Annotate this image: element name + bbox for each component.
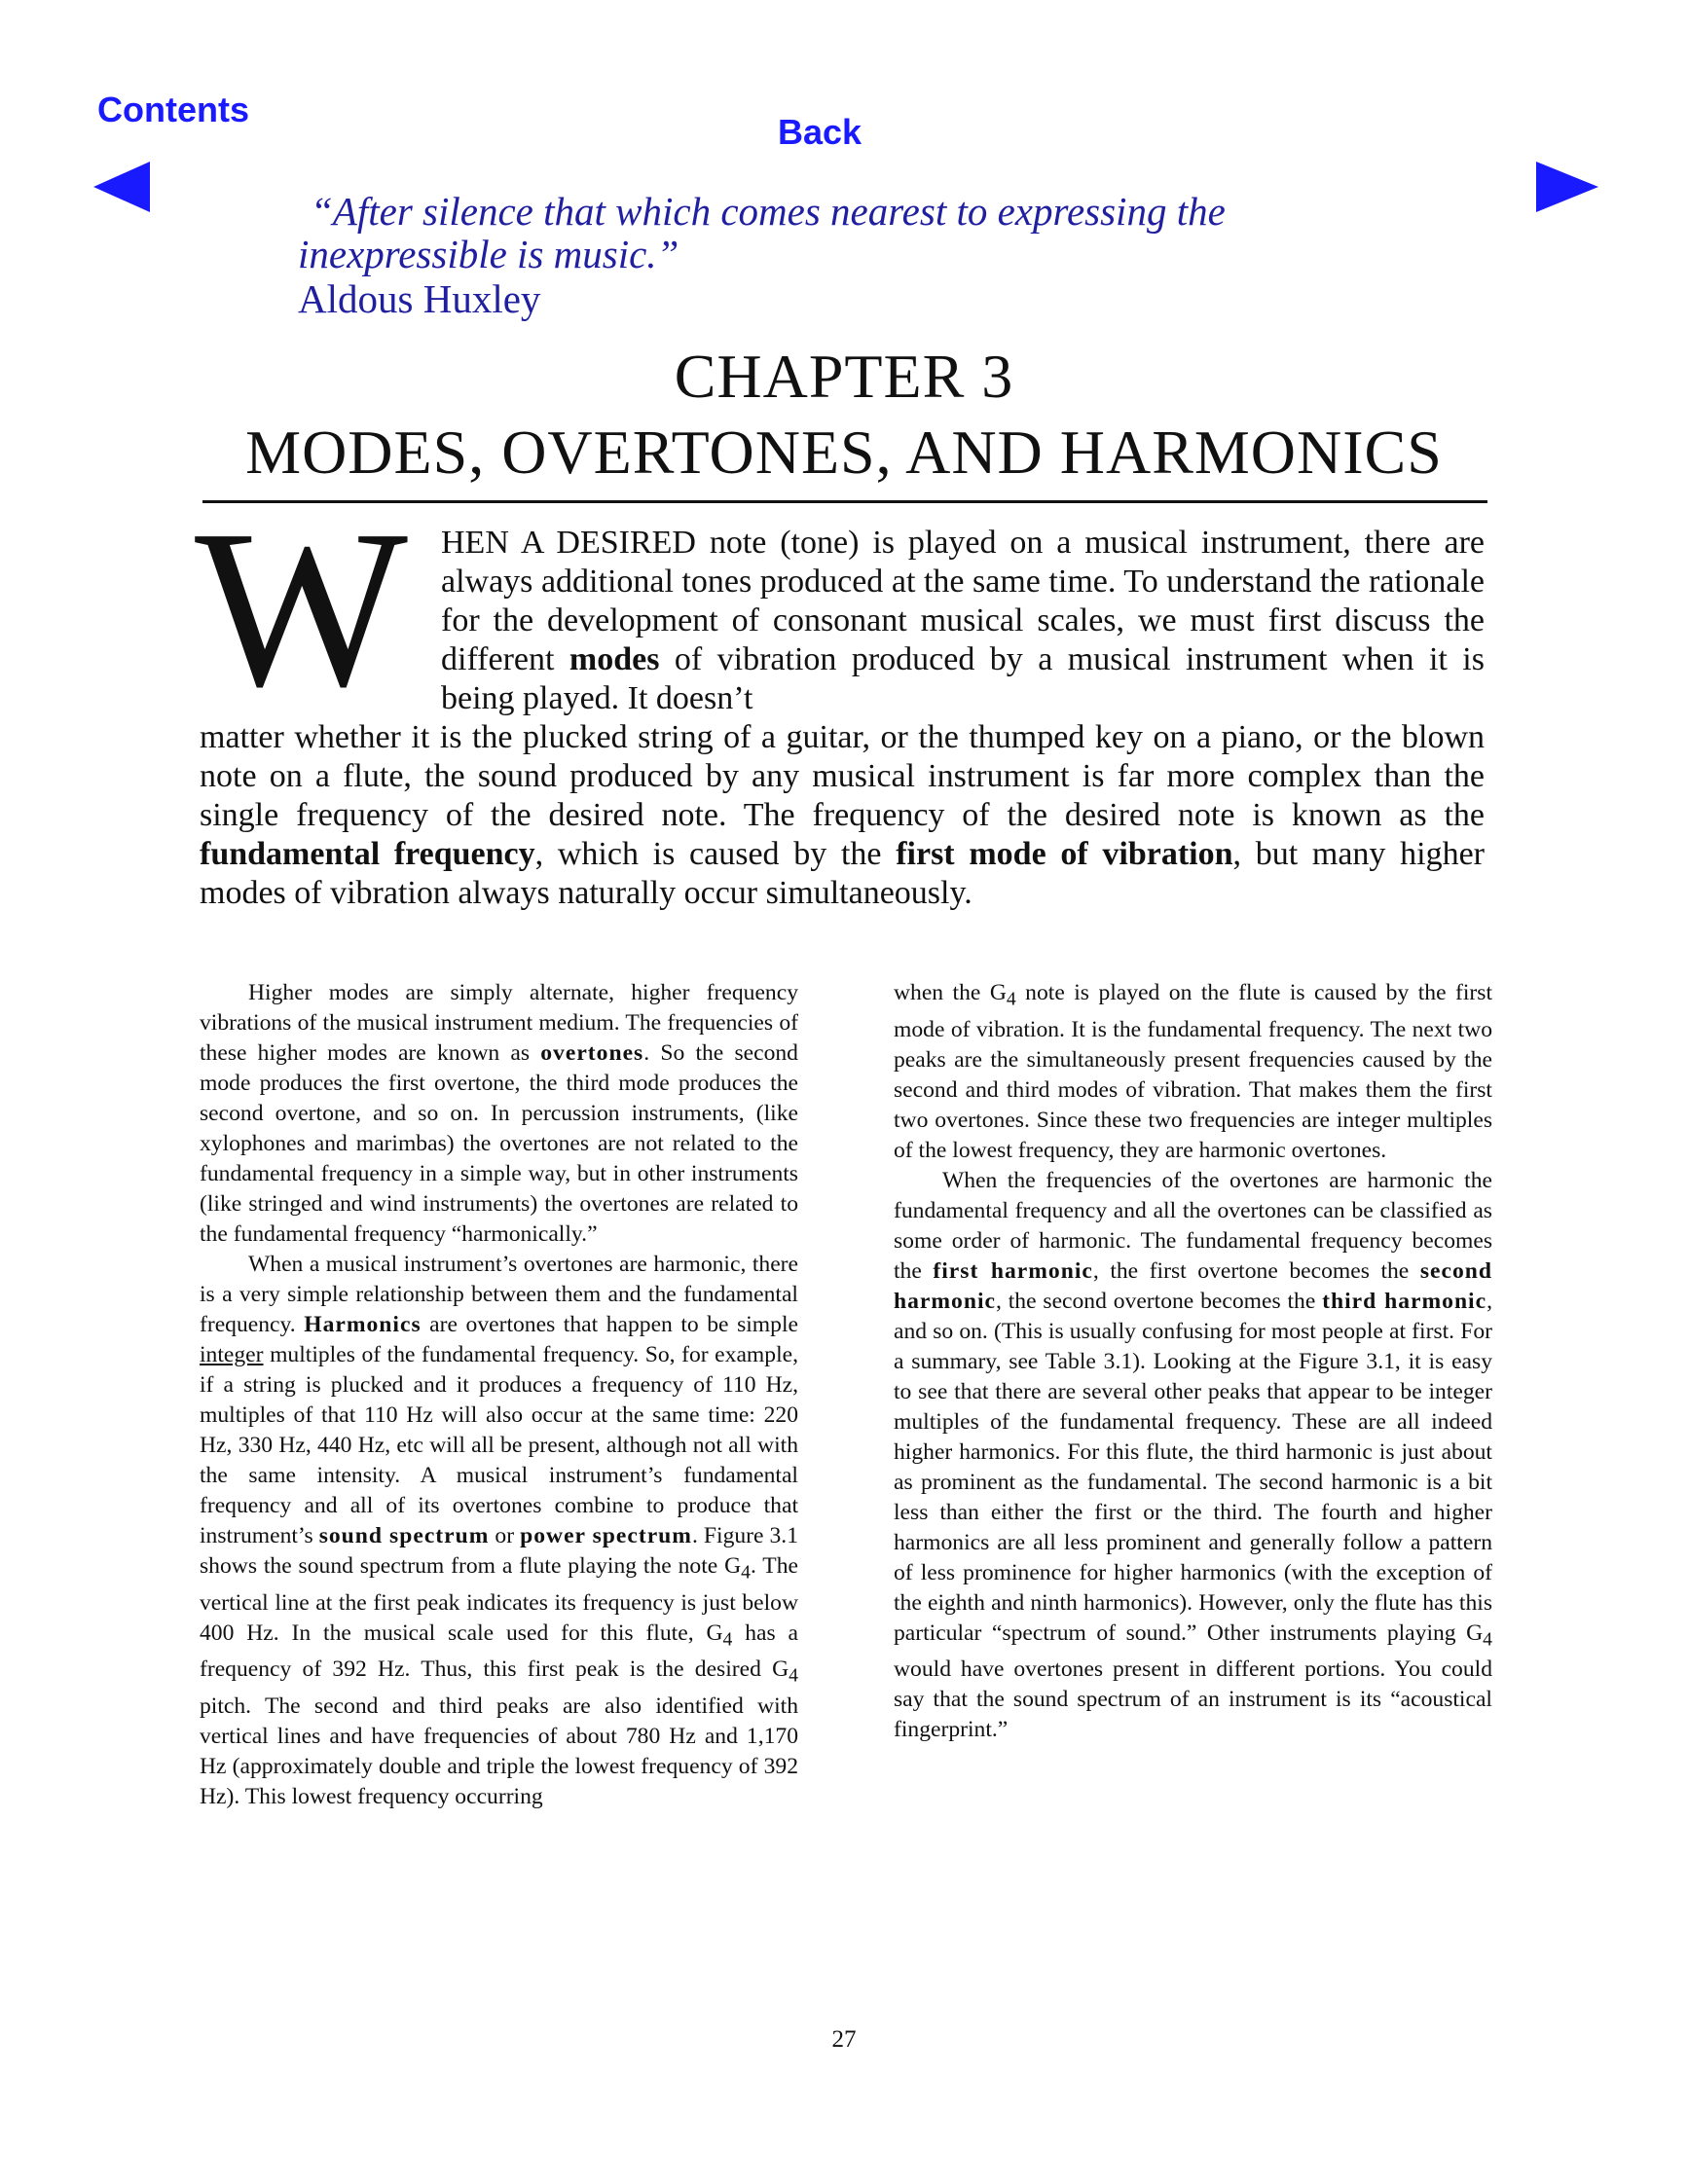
epigraph-quote-line1: “After silence that which comes nearest to expressing the [311,189,1226,234]
page-number: 27 [831,2026,857,2053]
subscript: 4 [1006,988,1016,1010]
text-run: When a musical instrument’s overtones are harmonic, there is a very simple relationship between them and the fundamental frequency. [200,1252,798,1337]
term-overtones: overtones [540,1040,644,1066]
term-sound-spectrum: sound spectrum [318,1523,490,1548]
contents-link[interactable]: Contents [97,90,249,129]
text-run: when the G [894,980,1007,1005]
text-run: Higher modes are simply alternate, higher frequency vibrations of the musical instrument medium. The frequencies of these higher modes are known as [200,980,798,1066]
intro-text-2b: matter whether it is the plucked string of a guitar, or the thumped key on a piano, or the blown note on a flute, the sound produced by any musical instrument is far more complex than the single frequency of the desired note. The frequency of the desired note is known as the [200,719,1485,833]
intro-indented-block [200,524,1485,718]
epigraph [298,190,1226,322]
intro-bold-modes: modes [569,641,660,677]
intro-text-3: , which is caused by the [534,836,897,872]
subscript: 4 [722,1628,733,1651]
left-paragraph-2 [200,1250,798,1812]
term-power-spectrum: power spectrum [520,1523,692,1548]
text-run: multiples of the fundamental frequency. So, for example, if a string is plucked and it produces a frequency of 110 Hz, multiples of that 110 Hz will also occur at the same time: 220 Hz, 330 Hz, 440 Hz, etc will all be present, although not all with the same intensity. A musical instrument’s fundamental frequency and all of its overtones combine to produce that instrument’s [200,1342,798,1548]
intro-text-4: , but many higher modes of vibration always naturally occur simultaneously. [200,836,1485,911]
intro-paragraph [200,524,1485,913]
text-run: would have overtones present in different portions. You could say that the sound spectrum of an instrument is its “acoustical fingerprint.” [894,1656,1492,1743]
text-run: . Figure 3.1 shows the sound spectrum from a flute playing the note G [200,1523,798,1579]
subscript: 4 [741,1561,751,1583]
term-third-harmonic: third harmonic [1322,1288,1487,1314]
chapter-title: MODES, OVERTONES, AND HARMONICS [245,418,1443,487]
chapter-number: CHAPTER 3 [674,342,1014,411]
intro-bold-first-mode: first mode of vibration [896,836,1233,872]
text-run: . The vertical line at the first peak indicates its frequency is just below 400 Hz. In the musical scale used for this flute, G [200,1553,798,1646]
intro-text-1: HEN A DESIRED note (tone) is played on a musical instrument, there are always additional tones produced at the same time. To understand the rationale for the development of consonant musical scales, we must first discuss the different [441,525,1485,677]
text-run: , the first overtone becomes the [1092,1257,1420,1284]
intro-bold-fundamental-frequency: fundamental frequency [200,836,535,872]
text-run: note is played on the flute is caused by the first mode of vibration. It is the fundamental frequency. The next two peaks are the simultaneously present frequencies caused by the second and third modes of vibration. That makes them the first two overtones. Since these two frequencies are integer multiples of the lowest frequency, they are harmonic overtones. [894,980,1493,1163]
left-paragraph-1 [200,978,798,1250]
text-run: . So the second mode produces the first overtone, the third mode produces the second overtone, and so on. In percussion instruments, (like xylophones and marimbas) the overtones are not related to the fundamental frequency in a simple way, but in other instruments (like stringed and wind instruments) the overtones are related to the fundamental frequency “harmonically.” [200,1040,798,1247]
right-column [894,978,1492,1745]
term-integer: integer [200,1342,264,1367]
left-arrow-icon[interactable] [93,160,152,214]
epigraph-quote-line2: inexpressible is music.” [298,232,679,276]
text-run: When the frequencies of the overtones are harmonic the fundamental frequency and all the overtones can be classified as some order of harmonic. The fundamental frequency becomes the [894,1167,1492,1284]
term-second-harmonic: second harmonic [894,1257,1492,1314]
left-column [200,978,798,1812]
back-link[interactable]: Back [778,112,862,152]
text-run: , the second overtone becomes the [996,1288,1323,1314]
term-first-harmonic: first harmonic [933,1257,1093,1284]
text-run: pitch. The second and third peaks are also identified with vertical lines and have frequencies of about 780 Hz and 1,170 Hz (approximately double and triple the lowest frequency of 392 Hz). This lowest frequency occurring [200,1693,798,1810]
text-run: , and so on. (This is usually confusing for most people at first. For a summary, see Table 3.1). Looking at the Figure 3.1, it is easy to see that there are several other peaks that appear to be integer multiples of the fundamental frequency. These are all indeed higher harmonics. For this flute, the third harmonic is just about as prominent as the fundamental. The second harmonic is a bit less than either the first or the third. The fourth and higher harmonics are all less prominent and generally follow a pattern of less prominence for higher harmonics (with the exception of the eighth and ninth harmonics). However, only the flute has this particular “spectrum of sound.” Other instruments playing G [894,1288,1492,1646]
subscript: 4 [1483,1628,1492,1651]
intro-text-2a: of vibration produced by a musical instrument when it is being played. It doesn’t [441,641,1485,716]
text-run: has a frequency of 392 Hz. Thus, this first peak is the desired G [200,1620,798,1683]
epigraph-author: Aldous Huxley [298,276,541,321]
text-run: or [489,1523,521,1548]
subscript: 4 [789,1665,798,1688]
right-arrow-icon[interactable] [1534,160,1600,214]
right-paragraph-2 [894,1166,1492,1746]
right-paragraph-1 [894,978,1492,1166]
text-run: are overtones that happen to be simple [421,1312,798,1337]
drop-cap: W [195,484,408,734]
term-harmonics: Harmonics [304,1312,422,1337]
epigraph-quote [298,190,1226,275]
